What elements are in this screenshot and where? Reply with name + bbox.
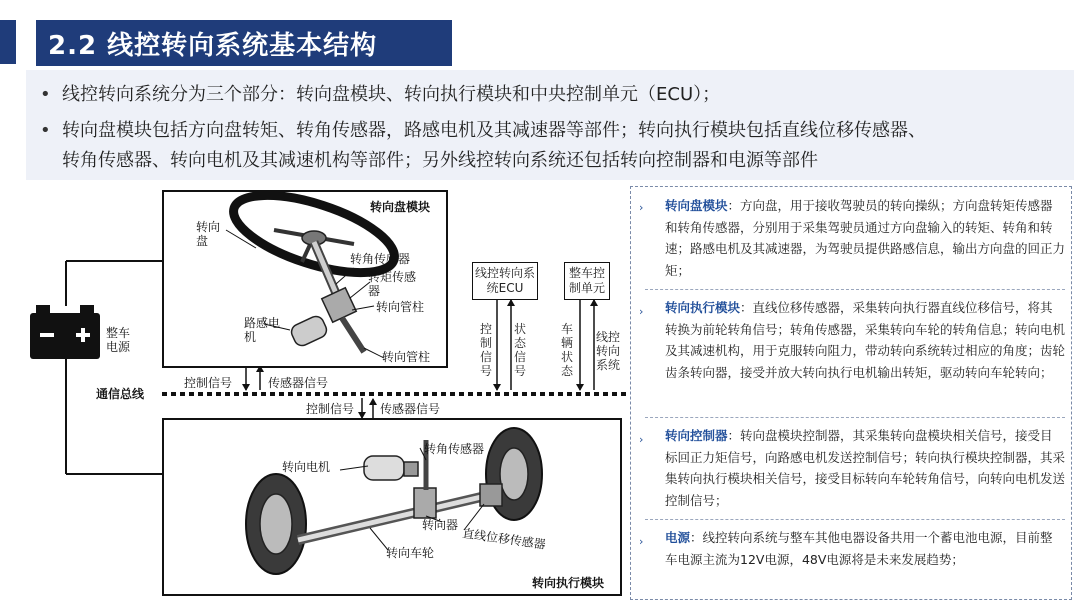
panel-item-3-body: ：转向盘模块控制器，其采集转向盘模块相关信号，接受目标回正力矩信号，向路感电机发送控制信号；转向执行模块控制器，其采集转向执行模块相关信号，接受目标转向车轮转角信号，向转向电机发送控制信号； — [665, 428, 1066, 508]
vsignal-status: 状态信号 — [513, 322, 526, 378]
panel-item-power — [665, 527, 1065, 570]
panel-item-3-arrow-icon: › — [639, 433, 644, 446]
panel-divider-2 — [645, 417, 1065, 418]
explanation-panel — [630, 186, 1072, 600]
panel-item-1-head: 转向盘模块 — [665, 198, 728, 213]
label-steering-wheel: 转向盘 — [196, 220, 221, 248]
vsignal-control: 控制信号 — [479, 322, 492, 378]
label-column-bottom: 转向管柱 — [382, 350, 431, 364]
panel-item-controller — [665, 425, 1065, 511]
label-torque-sensor: 转矩传感器 — [368, 270, 417, 298]
intro-bullet-1-text: 线控转向系统分为三个部分：转向盘模块、转向执行模块和中央控制单元（ECU）； — [62, 84, 721, 105]
label-feel-motor: 路感电机 — [244, 316, 281, 344]
intro-box — [26, 70, 1074, 180]
panel-item-2-head: 转向执行模块 — [665, 300, 741, 315]
bus-upper-control-label: 控制信号 — [184, 376, 233, 390]
bus-label: 通信总线 — [96, 387, 145, 401]
panel-item-1-body: ：方向盘，用于接收驾驶员的转向操纵；方向盘转矩传感器和转角传感器，分别用于采集驾驶员通过方向盘输入的转矩、转角和转速；路感电机及其减速器，为驾驶员提供路感信息，输出方向盘的回正力矩； — [665, 198, 1066, 278]
vehicle-control-unit-box: 整车控制单元 — [564, 262, 610, 300]
panel-divider-3 — [645, 519, 1065, 520]
panel-item-4-body: ：线控转向系统与整车其他电器设备共用一个蓄电池电源，目前整车电源主流为12V电源，48V电源将是未来发展趋势； — [665, 530, 1053, 567]
bus-lower-control-label: 控制信号 — [306, 402, 355, 416]
panel-item-4-head: 电源 — [665, 530, 691, 545]
label-steered-wheel: 转向车轮 — [386, 546, 435, 560]
label-angle-sensor-upper: 转角传感器 — [350, 252, 411, 266]
steering-module-title: 转向盘模块 — [370, 200, 431, 214]
vsignal-vehicle-status: 车辆状态 — [560, 322, 573, 378]
intro-bullet-2-line1: 转向盘模块包括方向盘转矩、转角传感器，路感电机及其减速器等部件；转向执行模块包括直线位移传感器、 — [62, 120, 926, 141]
intro-bullet-2: • 转向盘模块包括方向盘转矩、转角传感器，路感电机及其减速器等部件；转向执行模块包括直线位移传感器、 转角传感器、转向电机及其减速机构等部件；另外线控转向系统还包括转向控制器和电源等部件 — [40, 120, 926, 171]
panel-item-3-head: 转向控制器 — [665, 428, 728, 443]
bus-upper-sensor-label: 传感器信号 — [268, 376, 329, 390]
panel-item-2-body: ：直线位移传感器，采集转向执行器直线位移信号，将其转换为前轮转角信号；转角传感器，采集转向车轮的转角信息；转向电机及其减速机构，用于克服转向阻力，带动转向系统转过相应的角度；齿轮齿条转向器，接受并放大转向执行电机输出转矩，驱动转向车轮转向； — [665, 300, 1066, 380]
page-title: 2.2 线控转向系统基本结构 — [36, 20, 452, 66]
intro-bullet-1: • 线控转向系统分为三个部分：转向盘模块、转向执行模块和中央控制单元（ECU）； — [40, 84, 721, 105]
label-angle-sensor-lower: 转角传感器 — [424, 442, 485, 456]
panel-item-2-arrow-icon: › — [639, 305, 644, 318]
panel-item-actuator-module — [665, 297, 1065, 383]
panel-divider-1 — [645, 289, 1065, 290]
label-steering-gear: 转向器 — [422, 518, 459, 532]
panel-item-steering-wheel-module — [665, 195, 1065, 281]
steering-actuator-module — [162, 418, 622, 596]
vsignal-steer-system: 线控转向系统 — [596, 330, 621, 372]
panel-item-1-arrow-icon: › — [639, 201, 644, 214]
steer-by-wire-ecu-box: 线控转向系统ECU — [472, 262, 538, 300]
label-column-top: 转向管柱 — [376, 300, 425, 314]
label-steering-motor: 转向电机 — [282, 460, 331, 474]
actuator-illustration — [164, 420, 620, 594]
battery-label: 整车电源 — [106, 326, 131, 354]
panel-item-4-arrow-icon: › — [639, 535, 644, 548]
actuator-module-title: 转向执行模块 — [532, 576, 605, 590]
title-accent-bar — [0, 20, 16, 64]
intro-bullet-2-line2: 转角传感器、转向电机及其减速机构等部件；另外线控转向系统还包括转向控制器和电源等部件 — [62, 150, 818, 171]
steering-wheel-module — [162, 190, 448, 368]
label-displacement-sensor: 直线位移传感器 — [461, 526, 547, 552]
bus-lower-sensor-label: 传感器信号 — [380, 402, 441, 416]
battery-icon — [30, 313, 100, 359]
